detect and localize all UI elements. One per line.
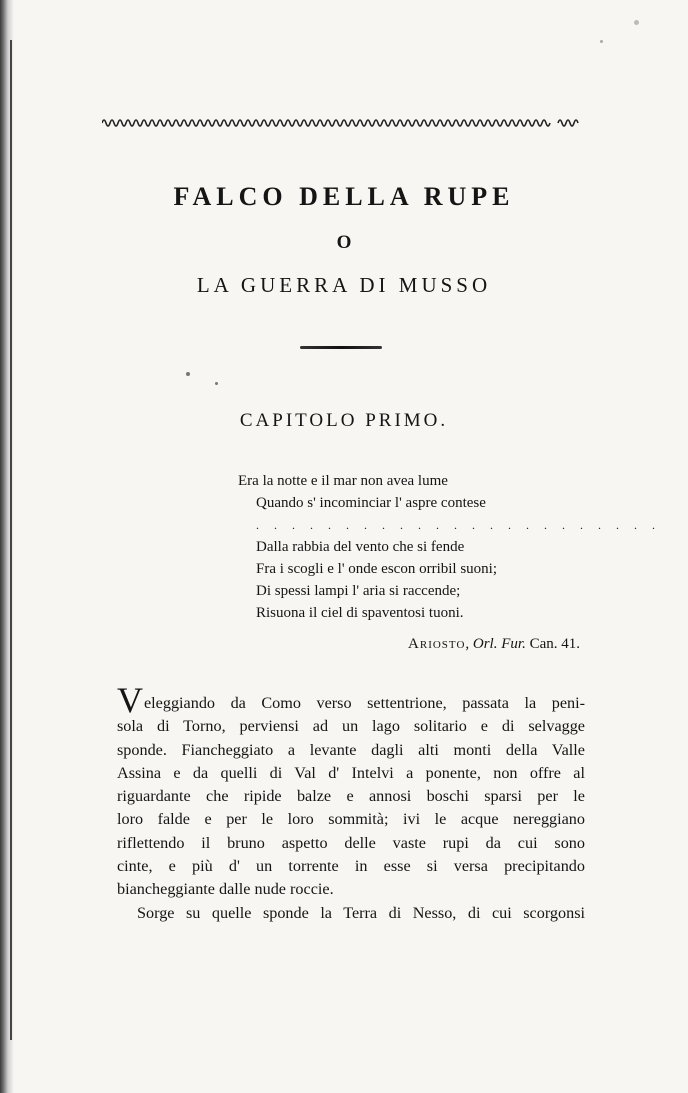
body-line: sponde. Fiancheggiato a levante dagli alti monti della Valle <box>117 740 585 759</box>
body-line: loro falde e per le loro sommità; ivi le acque nereggiano <box>117 810 585 829</box>
body-line: sola di Torno, perviensi ad un lago solitario e di selvagge <box>117 717 585 736</box>
epigraph-line: Dalla rabbia del vento che si fende <box>256 539 465 555</box>
book-title: FALCO DELLA RUPE <box>173 182 515 211</box>
paper-speck <box>215 382 218 385</box>
body-text <box>117 680 585 925</box>
book-subtitle: LA GUERRA DI MUSSO <box>196 273 492 297</box>
paper-speck <box>186 372 190 376</box>
body-line <box>117 680 585 720</box>
body-line: cinte, e più d' un torrente in esse si versa precipitando <box>117 857 585 876</box>
body-line-last: biancheggiante dalle nude roccie. <box>117 880 334 899</box>
epigraph-attribution: Ariosto, Orl. Fur. Can. 41. <box>408 636 580 652</box>
epigraph-line: Quando s' incominciar l' aspre contese <box>256 495 486 511</box>
paragraph-2-line: Sorge su quelle sponde la Terra di Nesso, di cui scorgonsi <box>137 903 585 922</box>
title-connector: O <box>336 232 352 253</box>
body-line-text: eleggiando da Como verso settentrione, passata la peni- <box>144 694 585 712</box>
attribution-work: Orl. Fur. <box>472 636 526 652</box>
ornamental-wave-rule <box>102 116 580 130</box>
body-line: riguardante che ripide balze e annosi boschi sparsi per le <box>117 787 585 806</box>
drop-cap: V <box>117 680 143 720</box>
attribution-author: Ariosto <box>408 636 466 652</box>
epigraph-line: Era la notte e il mar non avea lume <box>238 473 448 489</box>
chapter-heading: CAPITOLO PRIMO. <box>239 410 449 431</box>
paper-speck <box>600 40 603 43</box>
epigraph <box>238 470 661 624</box>
epigraph-ellipsis: . . . . . . . . . . . . . . . . . . . . . . . <box>256 518 661 532</box>
body-line: riflettendo il bruno aspetto delle vaste rupi da cui sono <box>117 833 585 852</box>
attribution-canto: Can. 41. <box>529 636 580 652</box>
paper-speck <box>634 20 639 25</box>
decorative-rule <box>300 346 382 349</box>
epigraph-line: Di spessi lampi l' aria si raccende; <box>256 583 461 599</box>
body-line: Assina e da quelli di Val d' Intelvi a ponente, non offre al <box>117 763 585 782</box>
epigraph-line: Risuona il ciel di spaventosi tuoni. <box>256 605 464 621</box>
epigraph-line: Fra i scogli e l' onde escon orribil suoni; <box>256 561 497 577</box>
